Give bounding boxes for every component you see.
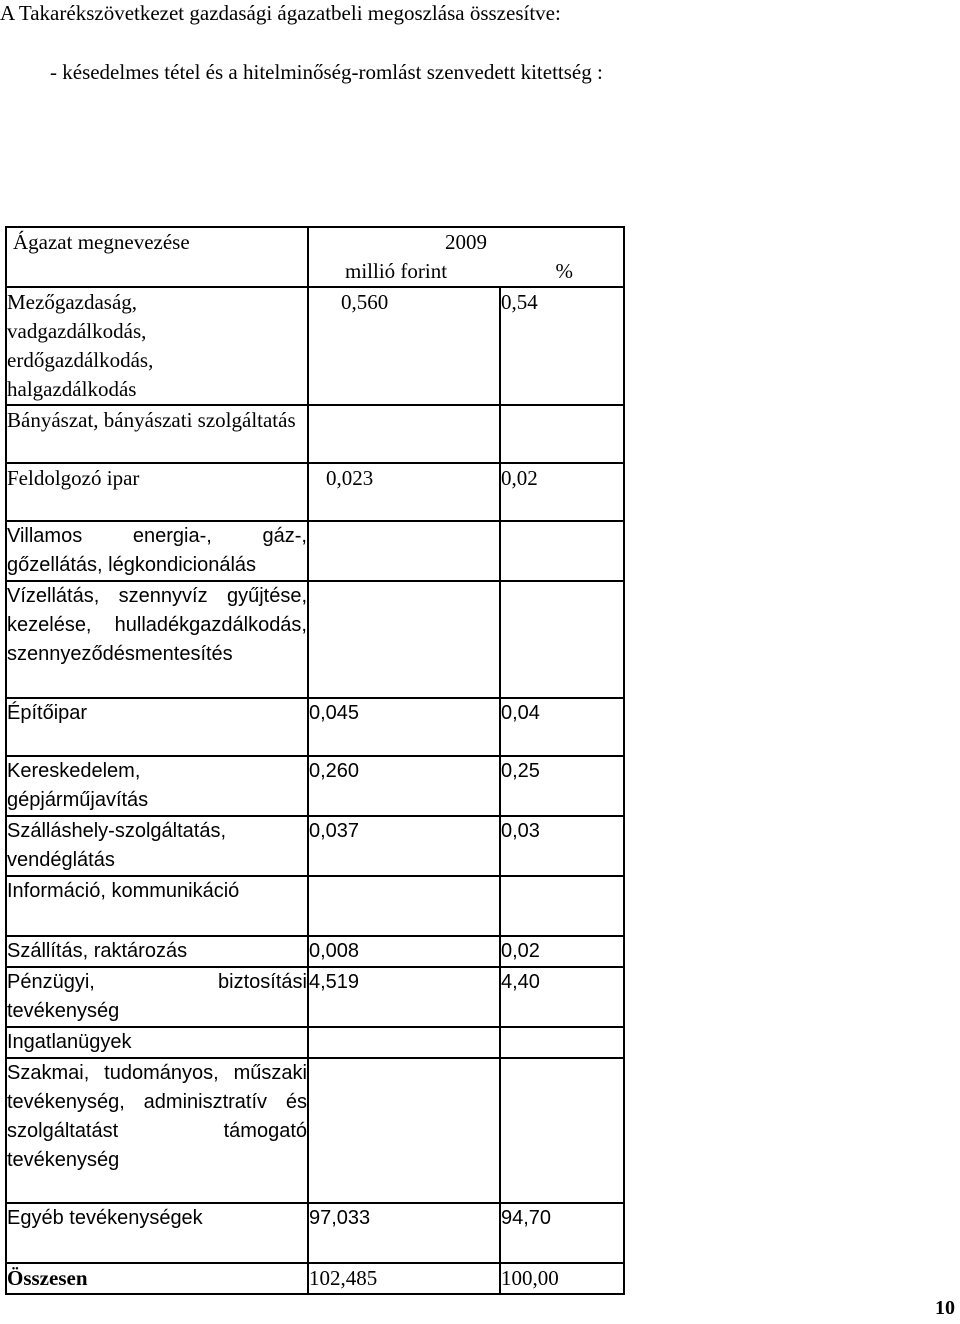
header-unit-percent: % — [555, 259, 574, 283]
row-sector: Bányászat, bányászati szolgáltatás — [6, 405, 308, 463]
header-sector-label: Ágazat megnevezése — [6, 227, 308, 287]
row-amount — [308, 1058, 500, 1203]
header-year: 2009 — [445, 230, 487, 254]
header-unit-amount: millió forint — [345, 259, 448, 283]
row-amount: 0,260 — [308, 756, 500, 816]
row-percent — [500, 405, 624, 463]
row-sector: Szakmai, tudományos, műszaki tevékenység, adminisztratív és szolgáltatást támogató tevékenység — [6, 1058, 308, 1203]
row-sector: Villamos energia-, gáz-, gőzellátás, légkondicionálás — [6, 521, 308, 581]
row-amount: 0,023 — [308, 463, 500, 521]
total-percent: 100,00 — [500, 1263, 624, 1294]
total-amount: 102,485 — [308, 1263, 500, 1294]
header-year-cell — [308, 227, 624, 287]
row-percent: 94,70 — [500, 1203, 624, 1263]
row-sector: Szálláshely-szolgáltatás, vendéglátás — [6, 816, 308, 876]
table-row — [6, 756, 624, 816]
table-row — [6, 816, 624, 876]
table-row — [6, 1027, 624, 1058]
total-sector: Összesen — [6, 1263, 308, 1294]
table-row — [6, 936, 624, 967]
table-row — [6, 463, 624, 521]
table-row — [6, 287, 624, 405]
row-percent: 0,54 — [500, 287, 624, 405]
table-row — [6, 405, 624, 463]
row-percent: 0,04 — [500, 698, 624, 756]
row-percent — [500, 581, 624, 698]
row-percent: 4,40 — [500, 967, 624, 1027]
row-amount — [308, 1027, 500, 1058]
row-sector: Építőipar — [6, 698, 308, 756]
row-percent — [500, 1058, 624, 1203]
row-amount — [308, 405, 500, 463]
table-row — [6, 698, 624, 756]
row-amount — [308, 876, 500, 936]
row-percent — [500, 521, 624, 581]
row-amount: 0,037 — [308, 816, 500, 876]
row-sector: Információ, kommunikáció — [6, 876, 308, 936]
row-amount: 0,560 — [308, 287, 500, 405]
table-row — [6, 1058, 624, 1203]
page-number: 10 — [935, 1297, 955, 1319]
table-header-row — [6, 227, 624, 287]
row-percent: 0,03 — [500, 816, 624, 876]
row-amount: 0,008 — [308, 936, 500, 967]
table-row — [6, 581, 624, 698]
row-sector: Szállítás, raktározás — [6, 936, 308, 967]
row-sector: Feldolgozó ipar — [6, 463, 308, 521]
table-row — [6, 521, 624, 581]
row-percent: 0,25 — [500, 756, 624, 816]
table-row — [6, 876, 624, 936]
header-units — [309, 257, 623, 286]
row-sector: Kereskedelem, gépjárműjavítás — [6, 756, 308, 816]
row-percent — [500, 876, 624, 936]
table-row — [6, 967, 624, 1027]
row-amount — [308, 581, 500, 698]
row-sector: Mezőgazdaság, vadgazdálkodás, erdőgazdálkodás, halgazdálkodás — [6, 287, 308, 405]
document-title: A Takarékszövetkezet gazdasági ágazatbeli megoszlása összesítve: — [0, 1, 561, 25]
row-amount: 0,045 — [308, 698, 500, 756]
row-sector: Ingatlanügyek — [6, 1027, 308, 1058]
table-row — [6, 1203, 624, 1263]
row-percent: 0,02 — [500, 463, 624, 521]
document-subtitle: - késedelmes tétel és a hitelminőség-romlást szenvedett kitettség : — [50, 60, 603, 84]
row-amount: 4,519 — [308, 967, 500, 1027]
row-percent — [500, 1027, 624, 1058]
row-amount — [308, 521, 500, 581]
row-sector: Pénzügyi, biztosítási tevékenység — [6, 967, 308, 1027]
row-sector: Egyéb tevékenységek — [6, 1203, 308, 1263]
row-amount: 97,033 — [308, 1203, 500, 1263]
sector-distribution-table — [5, 226, 625, 1295]
row-sector: Vízellátás, szennyvíz gyűjtése, kezelése, hulladékgazdálkodás, szennyeződésmentesítés — [6, 581, 308, 698]
row-percent: 0,02 — [500, 936, 624, 967]
table-total-row — [6, 1263, 624, 1294]
